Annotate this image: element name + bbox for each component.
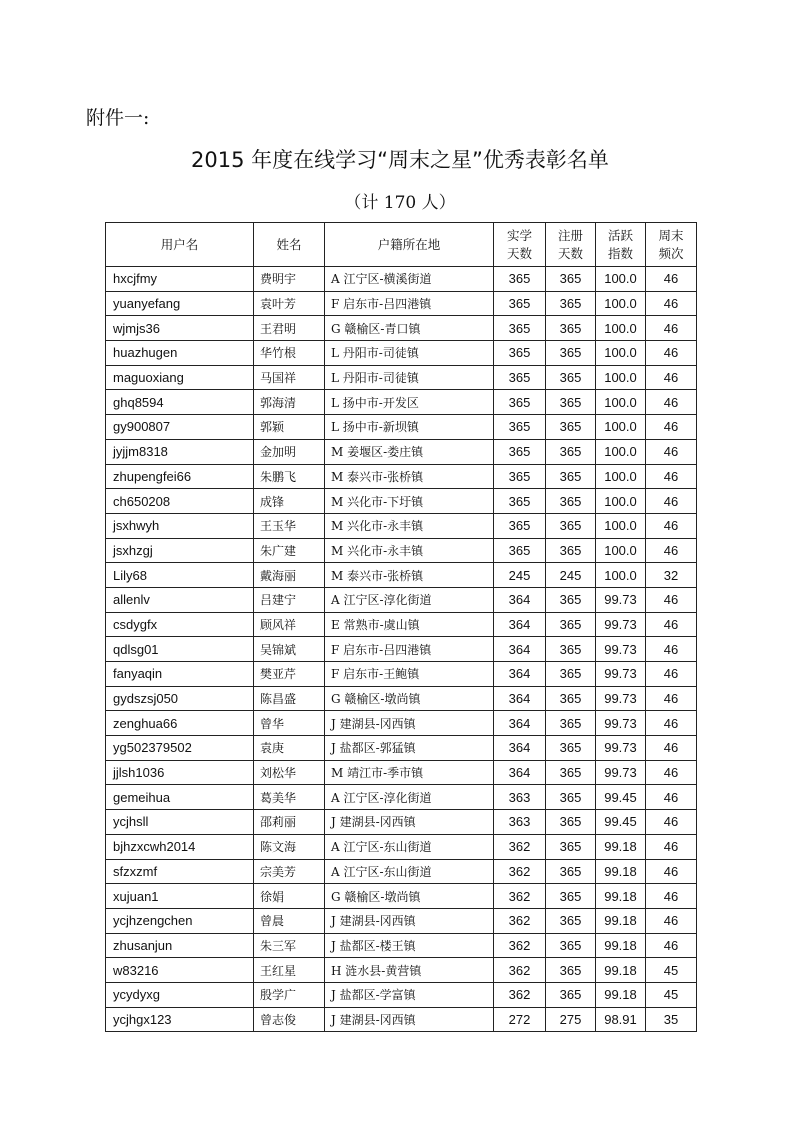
cell-registered-days: 365 <box>546 538 596 563</box>
cell-registered-days: 365 <box>546 810 596 835</box>
cell-registered-days: 365 <box>546 587 596 612</box>
cell-location: E 常熟市-虞山镇 <box>325 612 494 637</box>
cell-registered-days: 365 <box>546 267 596 292</box>
cell-activity-index: 100.0 <box>596 390 646 415</box>
cell-registered-days: 365 <box>546 365 596 390</box>
cell-location: A 江宁区-横溪街道 <box>325 267 494 292</box>
cell-activity-index: 100.0 <box>596 415 646 440</box>
document-title: 2015 年度在线学习“周末之星”优秀表彰名单 <box>191 148 609 172</box>
cell-username: yg502379502 <box>106 736 254 761</box>
cell-name: 郭海清 <box>254 390 325 415</box>
cell-registered-days: 365 <box>546 982 596 1007</box>
cell-username: Lily68 <box>106 563 254 588</box>
cell-study-days: 362 <box>494 908 546 933</box>
cell-name: 袁叶芳 <box>254 291 325 316</box>
cell-weekend-frequency: 45 <box>646 982 697 1007</box>
cell-study-days: 365 <box>494 390 546 415</box>
cell-study-days: 365 <box>494 489 546 514</box>
cell-registered-days: 365 <box>546 316 596 341</box>
cell-name: 华竹根 <box>254 341 325 366</box>
cell-registered-days: 365 <box>546 958 596 983</box>
cell-registered-days: 275 <box>546 1007 596 1032</box>
cell-username: yuanyefang <box>106 291 254 316</box>
cell-activity-index: 99.45 <box>596 785 646 810</box>
cell-weekend-frequency: 35 <box>646 1007 697 1032</box>
cell-registered-days: 245 <box>546 563 596 588</box>
cell-study-days: 362 <box>494 859 546 884</box>
table-row <box>106 810 697 835</box>
cell-study-days: 364 <box>494 736 546 761</box>
cell-name: 殷学广 <box>254 982 325 1007</box>
table-row <box>106 316 697 341</box>
cell-study-days: 364 <box>494 637 546 662</box>
cell-activity-index: 99.73 <box>596 686 646 711</box>
cell-location: M 兴化市-永丰镇 <box>325 513 494 538</box>
cell-username: ghq8594 <box>106 390 254 415</box>
cell-username: ch650208 <box>106 489 254 514</box>
cell-username: jyjjm8318 <box>106 439 254 464</box>
table-row <box>106 587 697 612</box>
cell-activity-index: 100.0 <box>596 489 646 514</box>
cell-location: M 姜堰区-娄庄镇 <box>325 439 494 464</box>
cell-activity-index: 99.73 <box>596 711 646 736</box>
header-registered-days: 注册 天数 <box>546 223 596 267</box>
cell-registered-days: 365 <box>546 834 596 859</box>
table-row <box>106 365 697 390</box>
cell-study-days: 364 <box>494 662 546 687</box>
table-row <box>106 341 697 366</box>
cell-study-days: 362 <box>494 933 546 958</box>
cell-location: J 建湖县-冈西镇 <box>325 711 494 736</box>
table-row <box>106 760 697 785</box>
cell-activity-index: 99.45 <box>596 810 646 835</box>
cell-name: 金加明 <box>254 439 325 464</box>
cell-location: A 江宁区-淳化街道 <box>325 785 494 810</box>
table-row <box>106 489 697 514</box>
cell-weekend-frequency: 46 <box>646 736 697 761</box>
cell-study-days: 365 <box>494 439 546 464</box>
header-study-days: 实学 天数 <box>494 223 546 267</box>
cell-name: 朱三军 <box>254 933 325 958</box>
cell-username: ycjhzengchen <box>106 908 254 933</box>
cell-registered-days: 365 <box>546 390 596 415</box>
cell-weekend-frequency: 46 <box>646 291 697 316</box>
cell-activity-index: 99.73 <box>596 612 646 637</box>
cell-name: 宗美芳 <box>254 859 325 884</box>
cell-activity-index: 99.73 <box>596 637 646 662</box>
cell-name: 樊亚芹 <box>254 662 325 687</box>
cell-weekend-frequency: 46 <box>646 834 697 859</box>
cell-activity-index: 99.18 <box>596 834 646 859</box>
cell-registered-days: 365 <box>546 785 596 810</box>
cell-location: J 建湖县-冈西镇 <box>325 810 494 835</box>
cell-location: A 江宁区-东山街道 <box>325 859 494 884</box>
table-row <box>106 415 697 440</box>
cell-location: G 赣榆区-青口镇 <box>325 316 494 341</box>
cell-activity-index: 99.18 <box>596 908 646 933</box>
cell-username: jsxhwyh <box>106 513 254 538</box>
cell-study-days: 365 <box>494 365 546 390</box>
cell-study-days: 363 <box>494 810 546 835</box>
cell-name: 王玉华 <box>254 513 325 538</box>
attachment-label: 附件一: <box>86 107 150 129</box>
cell-name: 郭颖 <box>254 415 325 440</box>
cell-activity-index: 99.18 <box>596 859 646 884</box>
table-row <box>106 637 697 662</box>
cell-name: 陈文海 <box>254 834 325 859</box>
cell-location: L 丹阳市-司徒镇 <box>325 365 494 390</box>
cell-username: maguoxiang <box>106 365 254 390</box>
table-row <box>106 390 697 415</box>
cell-weekend-frequency: 46 <box>646 760 697 785</box>
cell-registered-days: 365 <box>546 464 596 489</box>
cell-name: 邵莉丽 <box>254 810 325 835</box>
cell-username: fanyaqin <box>106 662 254 687</box>
cell-name: 王红星 <box>254 958 325 983</box>
cell-activity-index: 99.18 <box>596 933 646 958</box>
cell-name: 吴锦斌 <box>254 637 325 662</box>
cell-username: gy900807 <box>106 415 254 440</box>
cell-location: H 涟水县-黄营镇 <box>325 958 494 983</box>
cell-registered-days: 365 <box>546 760 596 785</box>
cell-weekend-frequency: 46 <box>646 439 697 464</box>
cell-activity-index: 100.0 <box>596 316 646 341</box>
table-row <box>106 982 697 1007</box>
cell-weekend-frequency: 46 <box>646 859 697 884</box>
cell-name: 费明宇 <box>254 267 325 292</box>
cell-study-days: 362 <box>494 958 546 983</box>
cell-location: M 泰兴市-张桥镇 <box>325 563 494 588</box>
cell-study-days: 365 <box>494 267 546 292</box>
cell-location: J 盐都区-学富镇 <box>325 982 494 1007</box>
cell-activity-index: 99.73 <box>596 662 646 687</box>
cell-registered-days: 365 <box>546 662 596 687</box>
table-row <box>106 884 697 909</box>
cell-username: wjmjs36 <box>106 316 254 341</box>
table-row <box>106 686 697 711</box>
cell-weekend-frequency: 46 <box>646 686 697 711</box>
cell-registered-days: 365 <box>546 711 596 736</box>
cell-weekend-frequency: 46 <box>646 365 697 390</box>
cell-location: J 盐都区-郭猛镇 <box>325 736 494 761</box>
cell-study-days: 365 <box>494 291 546 316</box>
cell-activity-index: 99.73 <box>596 760 646 785</box>
cell-location: J 盐都区-楼王镇 <box>325 933 494 958</box>
table-row <box>106 958 697 983</box>
cell-name: 顾风祥 <box>254 612 325 637</box>
cell-weekend-frequency: 45 <box>646 958 697 983</box>
cell-weekend-frequency: 46 <box>646 662 697 687</box>
cell-activity-index: 100.0 <box>596 291 646 316</box>
cell-study-days: 365 <box>494 316 546 341</box>
cell-activity-index: 100.0 <box>596 341 646 366</box>
cell-activity-index: 99.73 <box>596 587 646 612</box>
cell-username: huazhugen <box>106 341 254 366</box>
header-weekend-frequency: 周末 频次 <box>646 223 697 267</box>
cell-username: sfzxzmf <box>106 859 254 884</box>
cell-username: allenlv <box>106 587 254 612</box>
cell-registered-days: 365 <box>546 736 596 761</box>
cell-name: 戴海丽 <box>254 563 325 588</box>
cell-name: 曾志俊 <box>254 1007 325 1032</box>
cell-weekend-frequency: 46 <box>646 341 697 366</box>
cell-location: F 启东市-吕四港镇 <box>325 637 494 662</box>
header-username: 用户名 <box>106 223 254 267</box>
cell-weekend-frequency: 46 <box>646 908 697 933</box>
cell-username: zhusanjun <box>106 933 254 958</box>
cell-weekend-frequency: 46 <box>646 785 697 810</box>
table-row <box>106 908 697 933</box>
cell-username: jjlsh1036 <box>106 760 254 785</box>
cell-username: w83216 <box>106 958 254 983</box>
table-row <box>106 933 697 958</box>
cell-weekend-frequency: 46 <box>646 513 697 538</box>
cell-activity-index: 98.91 <box>596 1007 646 1032</box>
honor-list-table <box>105 222 697 1032</box>
cell-name: 朱鹏飞 <box>254 464 325 489</box>
cell-activity-index: 100.0 <box>596 464 646 489</box>
cell-username: gemeihua <box>106 785 254 810</box>
cell-weekend-frequency: 46 <box>646 884 697 909</box>
table-row <box>106 538 697 563</box>
cell-weekend-frequency: 32 <box>646 563 697 588</box>
cell-study-days: 364 <box>494 587 546 612</box>
cell-location: G 赣榆区-墩尚镇 <box>325 884 494 909</box>
header-name: 姓名 <box>254 223 325 267</box>
cell-study-days: 362 <box>494 884 546 909</box>
cell-registered-days: 365 <box>546 686 596 711</box>
cell-weekend-frequency: 46 <box>646 637 697 662</box>
document-subtitle: （计 170 人） <box>344 193 456 213</box>
cell-activity-index: 100.0 <box>596 365 646 390</box>
cell-registered-days: 365 <box>546 341 596 366</box>
cell-name: 葛美华 <box>254 785 325 810</box>
cell-study-days: 362 <box>494 834 546 859</box>
cell-name: 刘松华 <box>254 760 325 785</box>
table-row <box>106 513 697 538</box>
cell-name: 袁庚 <box>254 736 325 761</box>
table-row <box>106 834 697 859</box>
cell-activity-index: 100.0 <box>596 563 646 588</box>
cell-name: 马国祥 <box>254 365 325 390</box>
cell-study-days: 365 <box>494 464 546 489</box>
cell-weekend-frequency: 46 <box>646 810 697 835</box>
table-row <box>106 1007 697 1032</box>
cell-location: A 江宁区-东山街道 <box>325 834 494 859</box>
cell-study-days: 364 <box>494 686 546 711</box>
cell-registered-days: 365 <box>546 933 596 958</box>
cell-username: zenghua66 <box>106 711 254 736</box>
cell-location: F 启东市-王鲍镇 <box>325 662 494 687</box>
table-row <box>106 439 697 464</box>
cell-location: M 兴化市-下圩镇 <box>325 489 494 514</box>
cell-username: zhupengfei66 <box>106 464 254 489</box>
cell-study-days: 363 <box>494 785 546 810</box>
cell-study-days: 362 <box>494 982 546 1007</box>
cell-weekend-frequency: 46 <box>646 612 697 637</box>
cell-username: csdygfx <box>106 612 254 637</box>
cell-registered-days: 365 <box>546 439 596 464</box>
cell-registered-days: 365 <box>546 415 596 440</box>
cell-username: hxcjfmy <box>106 267 254 292</box>
cell-username: ycjhgx123 <box>106 1007 254 1032</box>
table-header-row <box>106 223 697 267</box>
cell-name: 徐娟 <box>254 884 325 909</box>
table-row <box>106 711 697 736</box>
cell-location: L 丹阳市-司徒镇 <box>325 341 494 366</box>
cell-study-days: 365 <box>494 513 546 538</box>
cell-weekend-frequency: 46 <box>646 316 697 341</box>
cell-registered-days: 365 <box>546 908 596 933</box>
table-row <box>106 785 697 810</box>
cell-username: qdlsg01 <box>106 637 254 662</box>
cell-username: gydszsj050 <box>106 686 254 711</box>
cell-weekend-frequency: 46 <box>646 933 697 958</box>
cell-location: J 建湖县-冈西镇 <box>325 908 494 933</box>
cell-activity-index: 99.18 <box>596 982 646 1007</box>
cell-registered-days: 365 <box>546 513 596 538</box>
table-body <box>106 267 697 1032</box>
cell-name: 成锋 <box>254 489 325 514</box>
cell-location: F 启东市-吕四港镇 <box>325 291 494 316</box>
cell-name: 王君明 <box>254 316 325 341</box>
cell-activity-index: 100.0 <box>596 513 646 538</box>
cell-weekend-frequency: 46 <box>646 538 697 563</box>
cell-study-days: 364 <box>494 760 546 785</box>
cell-location: G 赣榆区-墩尚镇 <box>325 686 494 711</box>
table-row <box>106 267 697 292</box>
cell-study-days: 364 <box>494 711 546 736</box>
cell-registered-days: 365 <box>546 612 596 637</box>
table-row <box>106 662 697 687</box>
table-row <box>106 859 697 884</box>
cell-location: L 扬中市-开发区 <box>325 390 494 415</box>
cell-registered-days: 365 <box>546 489 596 514</box>
cell-study-days: 364 <box>494 612 546 637</box>
cell-weekend-frequency: 46 <box>646 267 697 292</box>
cell-study-days: 365 <box>494 538 546 563</box>
cell-weekend-frequency: 46 <box>646 489 697 514</box>
cell-username: xujuan1 <box>106 884 254 909</box>
cell-name: 陈昌盛 <box>254 686 325 711</box>
cell-registered-days: 365 <box>546 637 596 662</box>
cell-name: 吕建宁 <box>254 587 325 612</box>
cell-activity-index: 99.18 <box>596 958 646 983</box>
cell-location: M 靖江市-季市镇 <box>325 760 494 785</box>
cell-activity-index: 100.0 <box>596 439 646 464</box>
cell-registered-days: 365 <box>546 884 596 909</box>
table-row <box>106 736 697 761</box>
cell-activity-index: 99.18 <box>596 884 646 909</box>
cell-activity-index: 99.73 <box>596 736 646 761</box>
cell-location: A 江宁区-淳化街道 <box>325 587 494 612</box>
cell-location: M 兴化市-永丰镇 <box>325 538 494 563</box>
table-row <box>106 563 697 588</box>
cell-activity-index: 100.0 <box>596 267 646 292</box>
cell-registered-days: 365 <box>546 291 596 316</box>
cell-study-days: 245 <box>494 563 546 588</box>
cell-name: 曾晨 <box>254 908 325 933</box>
cell-location: L 扬中市-新坝镇 <box>325 415 494 440</box>
cell-study-days: 365 <box>494 341 546 366</box>
cell-study-days: 272 <box>494 1007 546 1032</box>
cell-study-days: 365 <box>494 415 546 440</box>
table-row <box>106 612 697 637</box>
cell-registered-days: 365 <box>546 859 596 884</box>
cell-weekend-frequency: 46 <box>646 587 697 612</box>
table-row <box>106 291 697 316</box>
cell-username: bjhzxcwh2014 <box>106 834 254 859</box>
cell-name: 曾华 <box>254 711 325 736</box>
cell-location: J 建湖县-冈西镇 <box>325 1007 494 1032</box>
cell-weekend-frequency: 46 <box>646 464 697 489</box>
cell-username: ycjhsll <box>106 810 254 835</box>
table-row <box>106 464 697 489</box>
cell-location: M 泰兴市-张桥镇 <box>325 464 494 489</box>
cell-username: ycydyxg <box>106 982 254 1007</box>
header-activity-index: 活跃 指数 <box>596 223 646 267</box>
cell-weekend-frequency: 46 <box>646 711 697 736</box>
cell-weekend-frequency: 46 <box>646 390 697 415</box>
cell-username: jsxhzgj <box>106 538 254 563</box>
cell-activity-index: 100.0 <box>596 538 646 563</box>
header-location: 户籍所在地 <box>325 223 494 267</box>
cell-name: 朱广建 <box>254 538 325 563</box>
cell-weekend-frequency: 46 <box>646 415 697 440</box>
